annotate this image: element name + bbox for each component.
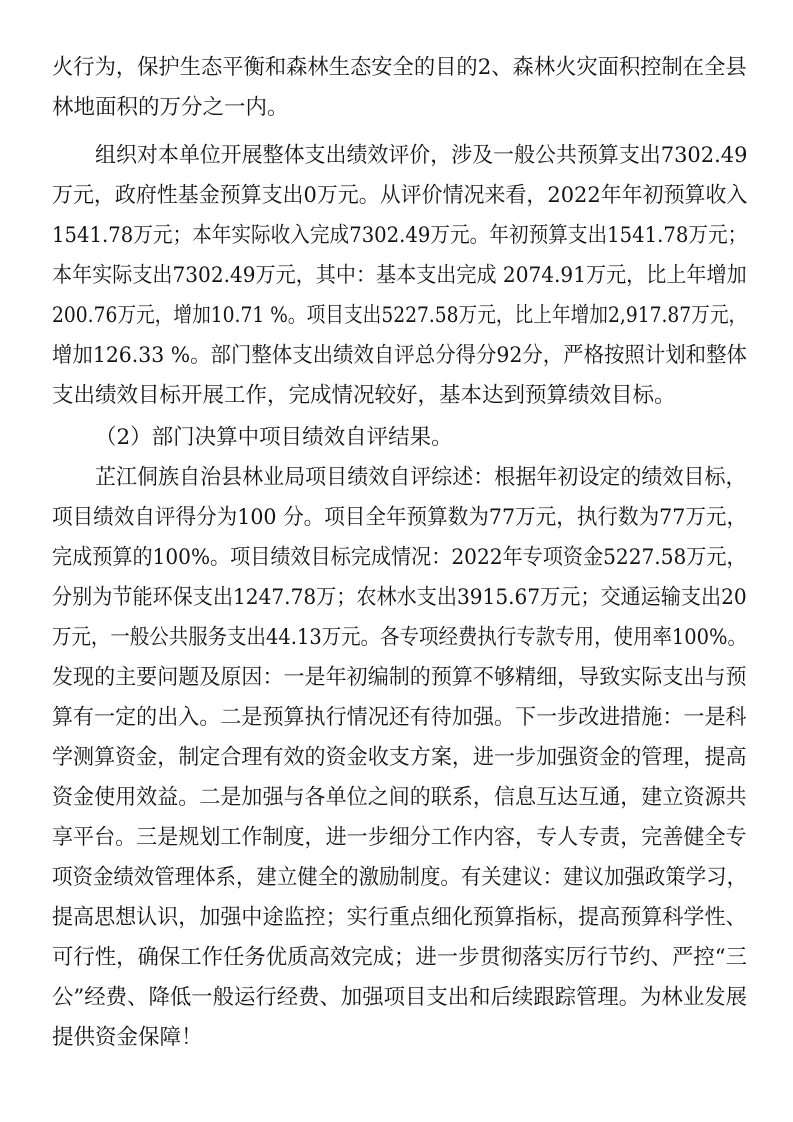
text-line: 资金使用效益。二是加强与各单位之间的联系，信息互达互通，建立资源共 xyxy=(52,785,747,810)
text-line: 提供资金保障！ xyxy=(52,1025,203,1050)
text-line: 本年实际支出7302.49万元，其中：基本支出完成 2074.91万元，比上年增加 xyxy=(52,263,747,288)
text-line: 200.76万元，增加10.71 %。项目支出5227.58万元，比上年增加2,917.87万元， xyxy=(52,303,748,328)
section-heading: （2）部门决算中项目绩效自评结果。 xyxy=(95,425,453,450)
text-line: 1541.78万元；本年实际收入完成7302.49万元。年初预算支出1541.78万元； xyxy=(52,223,748,248)
text-line: 算有一定的出入。二是预算执行情况还有待加强。下一步改进措施：一是科 xyxy=(52,705,747,730)
text-line: 完成预算的100%。项目绩效目标完成情况：2022年专项资金5227.58万元， xyxy=(52,545,747,570)
text-line: 公”经费、降低一般运行经费、加强项目支出和后续跟踪管理。为林业发展 xyxy=(52,985,748,1010)
text-line: 提高思想认识，加强中途监控；实行重点细化预算指标，提高预算科学性、 xyxy=(52,905,747,930)
text-line: 可行性，确保工作任务优质高效完成；进一步贯彻落实厉行节约、严控“三 xyxy=(52,945,748,970)
text-line: 芷江侗族自治县林业局项目绩效自评综述：根据年初设定的绩效目标， xyxy=(95,465,747,490)
text-line: 万元，政府性基金预算支出0万元。从评价情况来看，2022年年初预算收入 xyxy=(52,183,748,208)
text-line: 火行为，保护生态平衡和森林生态安全的目的2、森林火灾面积控制在全县 xyxy=(52,55,747,80)
text-line: 支出绩效目标开展工作，完成情况较好，基本达到预算绩效目标。 xyxy=(52,383,676,408)
text-line: 组织对本单位开展整体支出绩效评价，涉及一般公共预算支出7302.49 xyxy=(95,143,748,168)
text-line: 万元，一般公共服务支出44.13万元。各专项经费执行专款专用，使用率100%。 xyxy=(52,625,747,650)
text-line: 享平台。三是规划工作制度，进一步细分工作内容，专人专责，完善健全专 xyxy=(52,825,747,850)
text-line: 项目绩效自评得分为100 分。项目全年预算数为77万元，执行数为77万元， xyxy=(52,505,748,530)
text-line: 学测算资金，制定合理有效的资金收支方案，进一步加强资金的管理，提高 xyxy=(52,745,747,770)
text-line: 发现的主要问题及原因：一是年初编制的预算不够精细，导致实际支出与预 xyxy=(52,665,747,690)
text-line: 分别为节能环保支出1247.78万；农林水支出3915.67万元；交通运输支出20 xyxy=(52,585,747,610)
text-line: 林地面积的万分之一内。 xyxy=(52,95,289,120)
text-line: 增加126.33 %。部门整体支出绩效自评总分得分92分，严格按照计划和整体 xyxy=(52,343,747,368)
text-line: 项资金绩效管理体系，建立健全的激励制度。有关建议：建议加强政策学习， xyxy=(52,865,748,890)
